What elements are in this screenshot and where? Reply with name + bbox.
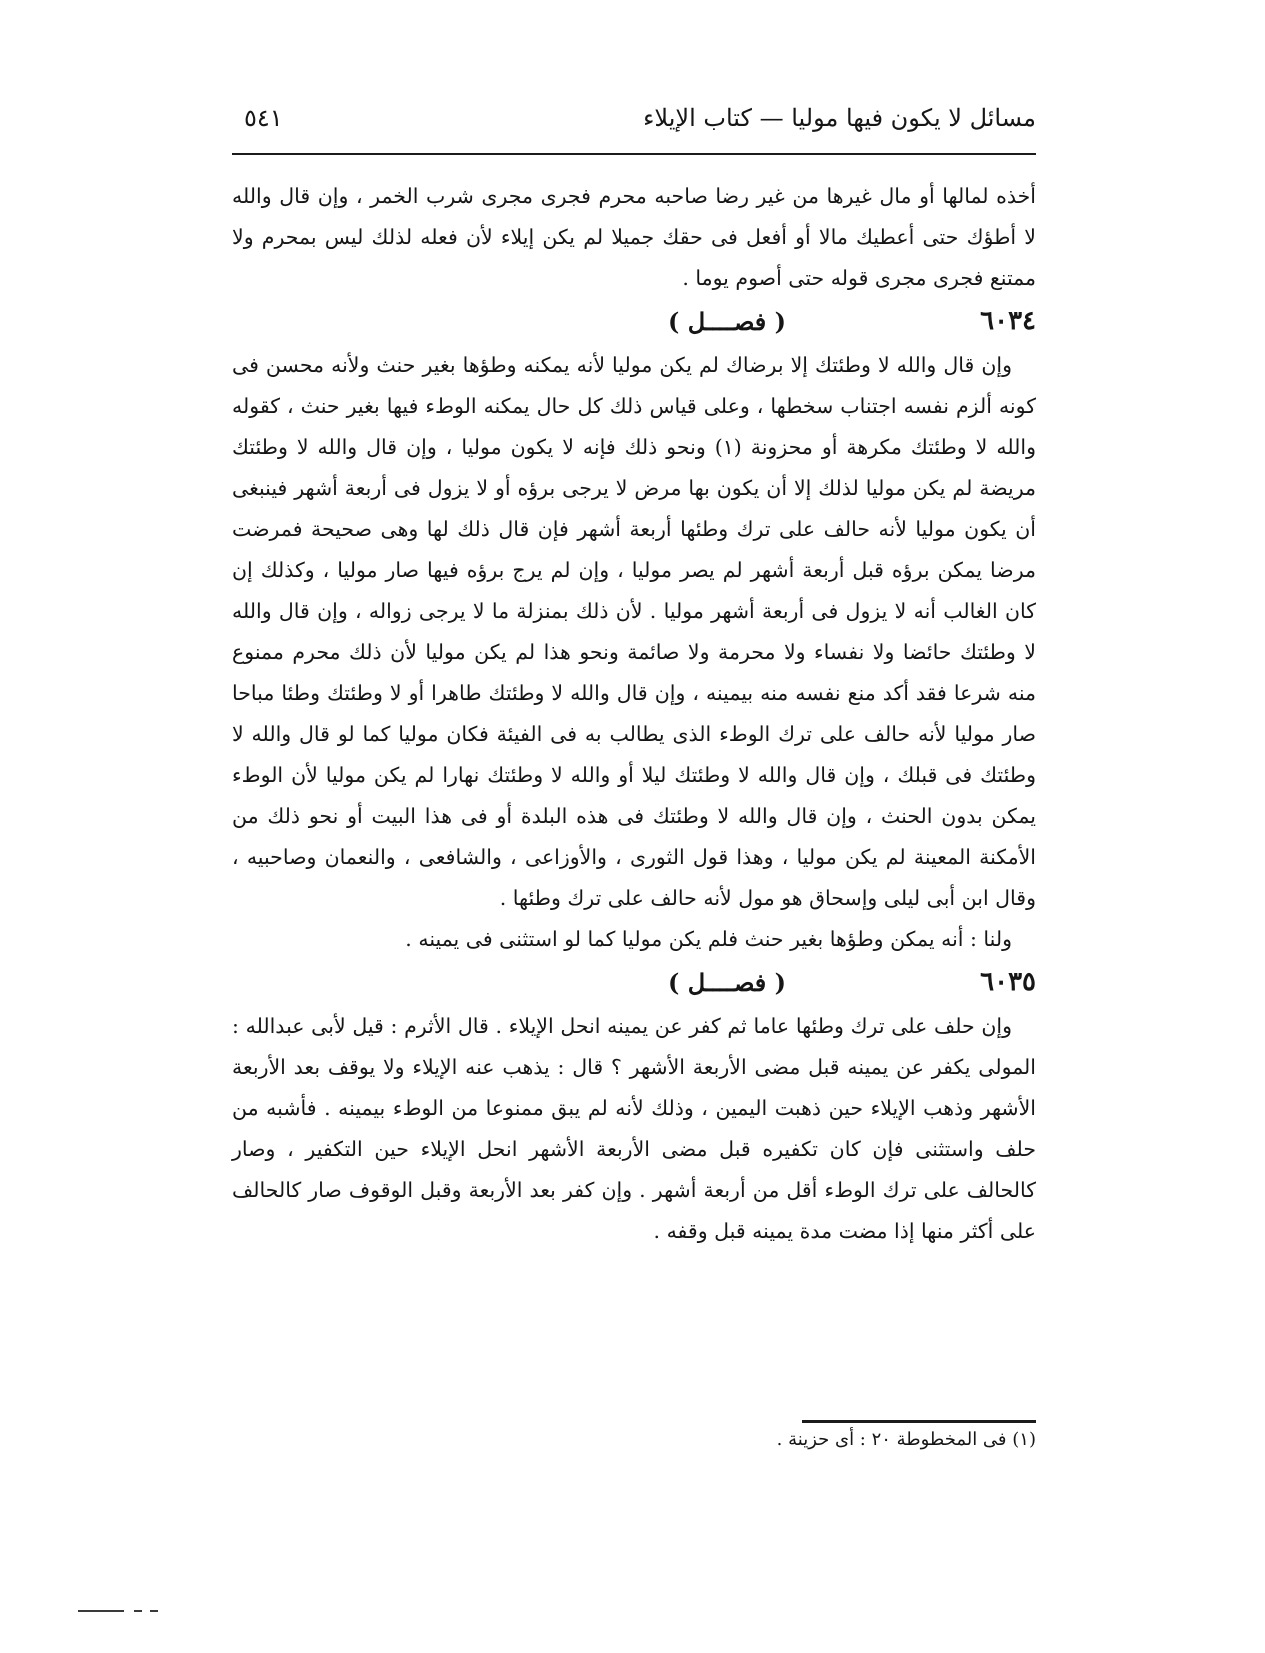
section-label: ( فصــــل ) <box>667 968 786 997</box>
paragraph-3: ولنا : أنه يمكن وطؤها بغير حنث فلم يكن موليا كما لو استثنى فى يمينه . <box>405 927 1012 951</box>
section-number: ٦٠٣٤ <box>980 306 1036 336</box>
main-text <box>232 176 1036 1252</box>
header-divider <box>232 153 1036 155</box>
scan-mark <box>134 1610 142 1612</box>
running-title: مسائل لا يكون فيها موليا — كتاب الإيلاء <box>643 104 1036 132</box>
section-label: ( فصــــل ) <box>667 307 786 336</box>
paragraph-4: وإن حلف على ترك وطئها عاما ثم كفر عن يمينه انحل الإيلاء . قال الأثرم : قيل لأبى عبدالله : المولى يكفر عن يمينه قبل مضى الأربعة الأشهر ؟ قال : يذهب عنه الإيلاء ولا يوقف بعد الأربعة الأشهر وذهب الإيلاء حين ذهبت اليمين ، وذلك لأنه لم يبق ممنوعا من الوطء بيمينه . فأشبه من حلف واستثنى فإن كان تكفيره قبل مضى الأربعة الأشهر انحل الإيلاء حين التكفير ، وصار كالحالف على ترك الوطء أقل من أربعة أشهر . وإن كفر بعد الأربعة وقبل الوقوف صار كالحالف على أكثر منها إذا مضت مدة يمينه قبل وقفه . <box>232 1014 1036 1243</box>
footnote-divider <box>802 1420 1036 1423</box>
section-heading-6035 <box>232 960 1036 1006</box>
page-number: ٥٤١ <box>244 104 283 132</box>
section-number: ٦٠٣٥ <box>980 967 1036 997</box>
section-heading-6034 <box>232 299 1036 345</box>
scan-mark <box>78 1610 124 1612</box>
paragraph-1: أخذه لمالها أو مال غيرها من غير رضا صاحبه محرم فجرى مجرى شرب الخمر ، وإن قال والله لا أطؤك حتى أعطيك مالا أو أفعل فى حقك جميلا لم يكن إيلاء لأن فعله لذلك ليس بمحرم ولا ممتنع فجرى مجرى قوله حتى أصوم يوما . <box>232 184 1036 290</box>
scan-mark <box>150 1610 158 1612</box>
footnote: (١) فى المخطوطة ٢٠ : أى حزينة . <box>776 1429 1036 1450</box>
paragraph-2: وإن قال والله لا وطئتك إلا برضاك لم يكن موليا لأنه يمكنه وطؤها بغير حنث ولأنه محسن فى كونه ألزم نفسه اجتناب سخطها ، وعلى قياس ذلك كل حال يمكنه الوطء فيها بغير حنث ، كقوله والله لا وطئتك مكرهة أو محزونة (١) ونحو ذلك فإنه لا يكون موليا ، وإن قال والله لا وطئتك مريضة لم يكن موليا لذلك إلا أن يكون بها مرض لا يرجى برؤه أو لا يزول فى أربعة أشهر فينبغى أن يكون موليا لأنه حالف على ترك وطئها أربعة أشهر فإن قال ذلك لها وهى صحيحة فمرضت مرضا يمكن برؤه قبل أربعة أشهر لم يصر موليا ، وإن لم يرج برؤه فيها صار موليا ، وكذلك إن كان الغالب أنه لا يزول فى أربعة أشهر موليا . لأن ذلك بمنزلة ما لا يرجى زواله ، وإن قال والله لا وطئتك حائضا ولا نفساء ولا محرمة ولا صائمة ونحو هذا لم يكن موليا لأن ذلك محرم ممنوع منه شرعا فقد أكد منع نفسه منه بيمينه ، وإن قال والله لا وطئتك طاهرا أو لا وطئتك وطئا مباحا صار موليا لأنه حالف على ترك الوطء الذى يطالب به فى الفيئة فكان موليا كما لو قال والله لا وطئتك فى قبلك ، وإن قال والله لا وطئتك ليلا أو والله لا وطئتك نهارا لم يكن موليا لأن الوطء يمكن بدون الحنث ، وإن قال والله لا وطئتك فى هذه البلدة أو فى هذا البيت أو نحو ذلك من الأمكنة المعينة لم يكن موليا ، وهذا قول الثورى ، والأوزاعى ، والشافعى ، والنعمان وصاحبيه ، وقال ابن أبى ليلى وإسحاق هو مول لأنه حالف على ترك وطئها . <box>232 353 1036 910</box>
page-header <box>232 98 1036 142</box>
